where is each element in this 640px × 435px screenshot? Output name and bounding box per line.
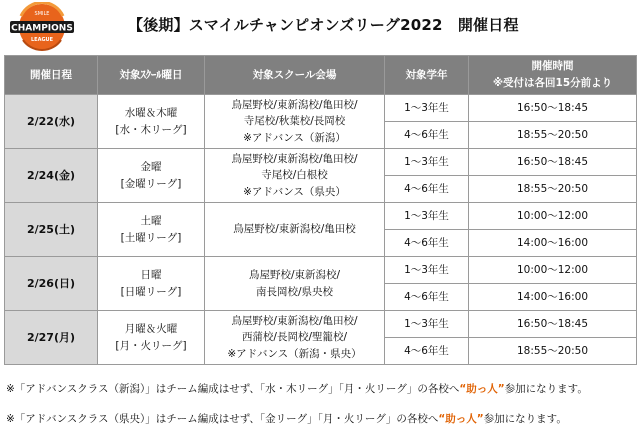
- footnote-highlight: “助っ人”: [459, 383, 505, 395]
- header-date: 開催日程: [5, 56, 98, 95]
- event-time: 10:00～12:00: [469, 257, 637, 284]
- event-league: [日曜リーグ]: [120, 285, 182, 298]
- footnote-text: ※「アドバンスクラス（県央）」はチーム編成はせず、「金リーグ」「月・火リーグ」の各校へ: [6, 413, 439, 425]
- header-time-note: ※受付は各回15分前より: [492, 77, 613, 89]
- footnote-advance-kenou: [6, 411, 567, 426]
- event-time: 18:55～20:50: [469, 176, 637, 203]
- event-day: [98, 149, 205, 203]
- event-day: [98, 257, 205, 311]
- footnote-highlight: “助っ人”: [438, 413, 484, 425]
- event-day: [98, 95, 205, 149]
- header-time-title: 開催時間: [531, 60, 574, 72]
- event-time: 10:00～12:00: [469, 203, 637, 230]
- footnote-text: 参加になります。: [483, 413, 567, 425]
- event-time: 16:50～18:45: [469, 149, 637, 176]
- event-time: 14:00～16:00: [469, 230, 637, 257]
- event-grade: 1～3年生: [385, 95, 469, 122]
- school-line: 鳥屋野校/東新潟校/: [248, 269, 341, 281]
- school-line: ※アドバンス（新潟・県央）: [227, 347, 362, 360]
- event-time: 16:50～18:45: [469, 311, 637, 338]
- event-time: 18:55～20:50: [469, 338, 637, 365]
- champions-league-logo: [9, 2, 75, 52]
- school-line: ※アドバンス（県央）: [243, 185, 346, 198]
- table-row: [5, 311, 637, 338]
- event-date: 2/25(土): [5, 203, 98, 257]
- event-league: [月・火リーグ]: [115, 339, 187, 352]
- header-day: 対象ｽｸｰﾙ曜日: [98, 56, 205, 95]
- table-header-row: [5, 56, 637, 95]
- event-grade: 1～3年生: [385, 149, 469, 176]
- event-grade: 4～6年生: [385, 284, 469, 311]
- event-schools: [205, 95, 385, 149]
- school-line: 南長岡校/県央校: [255, 285, 334, 298]
- event-day: [98, 203, 205, 257]
- logo-top-text: SMILE: [34, 11, 50, 17]
- school-line: 西蒲校/長岡校/聖籠校/: [241, 331, 348, 344]
- header-school: 対象スクール会場: [205, 56, 385, 95]
- event-date: 2/24(金): [5, 149, 98, 203]
- school-line: 鳥屋野校/東新潟校/亀田校: [233, 223, 356, 236]
- event-schools: [205, 257, 385, 311]
- event-date: 2/22(水): [5, 95, 98, 149]
- logo-sub-text: LEAGUE: [30, 37, 54, 43]
- event-grade: 4～6年生: [385, 338, 469, 365]
- event-schools: [205, 203, 385, 257]
- table-row: [5, 257, 637, 284]
- event-time: 16:50～18:45: [469, 95, 637, 122]
- event-league: [土曜リーグ]: [120, 231, 182, 244]
- table-row: [5, 203, 637, 230]
- school-line: 鳥屋野校/東新潟校/亀田校/: [231, 314, 358, 327]
- event-grade: 1～3年生: [385, 203, 469, 230]
- event-schools: [205, 149, 385, 203]
- event-day: [98, 311, 205, 365]
- event-date: 2/26(日): [5, 257, 98, 311]
- logo-main-text: CHAMPIONS: [11, 23, 73, 34]
- school-line: 鳥屋野校/東新潟校/亀田校/: [231, 152, 358, 165]
- event-day-name: 金曜: [140, 161, 162, 173]
- event-grade: 1～3年生: [385, 257, 469, 284]
- event-grade: 4～6年生: [385, 230, 469, 257]
- school-line: 寺尾校/秋葉校/長岡校: [243, 115, 346, 128]
- header-time: [469, 56, 637, 95]
- school-line: 寺尾校/白根校: [261, 169, 328, 182]
- event-grade: 4～6年生: [385, 176, 469, 203]
- event-time: 14:00～16:00: [469, 284, 637, 311]
- header-grade: 対象学年: [385, 56, 469, 95]
- event-day-name: 日曜: [140, 269, 162, 281]
- event-date: 2/27(月): [5, 311, 98, 365]
- footnote-advance-niigata: [6, 381, 588, 396]
- event-league: [水・木リーグ]: [115, 123, 187, 136]
- event-grade: 4～6年生: [385, 122, 469, 149]
- school-line: 鳥屋野校/東新潟校/亀田校/: [231, 98, 358, 111]
- table-row: [5, 149, 637, 176]
- event-day-name: 土曜: [140, 215, 162, 227]
- table-row: [5, 95, 637, 122]
- page-title: 【後期】スマイルチャンピオンズリーグ2022 開催日程: [128, 16, 519, 34]
- schedule-table: [4, 55, 637, 365]
- school-line: ※アドバンス（新潟）: [243, 131, 346, 144]
- event-day-name: 水曜＆木曜: [124, 107, 178, 119]
- footnote-text: 参加になります。: [504, 383, 588, 395]
- event-time: 18:55～20:50: [469, 122, 637, 149]
- event-league: [金曜リーグ]: [120, 177, 182, 190]
- footnote-text: ※「アドバンスクラス（新潟）」はチーム編成はせず、「水・木リーグ」「月・火リーグ」の各校へ: [6, 383, 460, 395]
- event-grade: 1～3年生: [385, 311, 469, 338]
- event-schools: [205, 311, 385, 365]
- event-day-name: 月曜＆火曜: [124, 323, 178, 335]
